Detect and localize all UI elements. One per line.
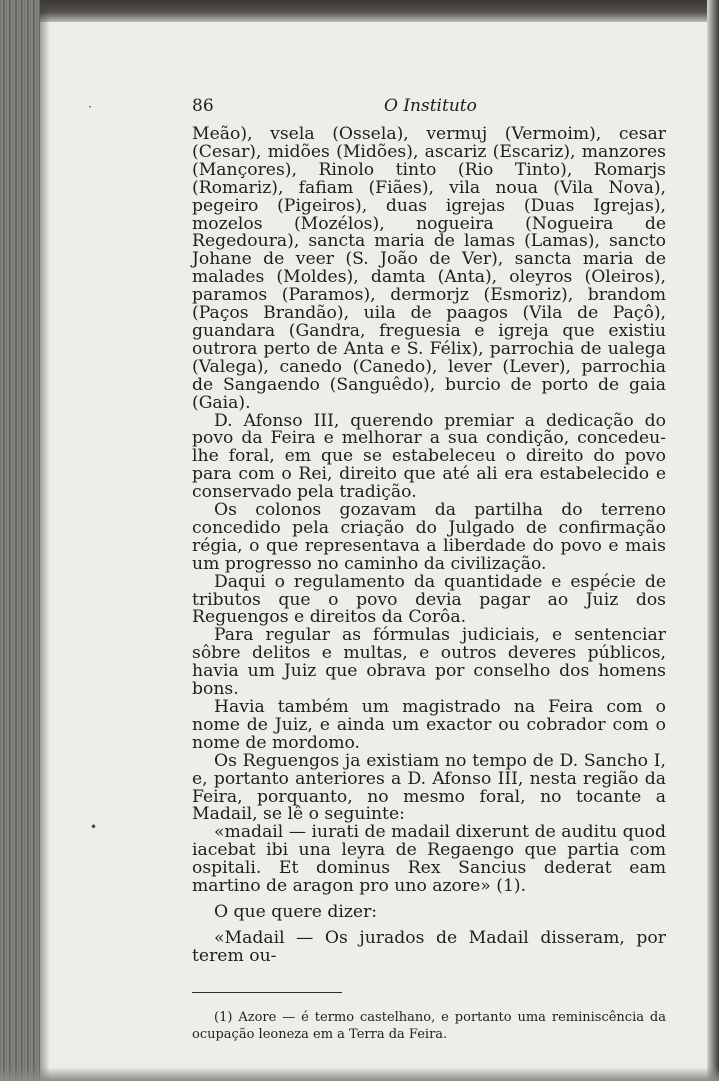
footnote-divider <box>192 992 342 993</box>
paragraph: Daqui o regulamento da quantidade e espécie de tributos que o povo devia pagar ao Juiz dos Reguengos e direitos da Corôa. <box>192 571 666 628</box>
paragraph: Havia também um magistrado na Feira com o nome de Juiz, e ainda um exactor ou cobrador com o nome de mordomo. <box>192 697 666 753</box>
right-page-edge <box>707 0 719 1081</box>
paragraph: D. Afonso III, querendo premiar a dedicação do povo da Feira e melhorar a sua condição, concedeu-lhe foral, em que se estabeleceu o direito do povo para com o Rei, direito que até ali era estabelecido e conservado pela tradição. <box>192 410 666 503</box>
paragraph: Para regular as fórmulas judiciais, e sentenciar sôbre delitos e multas, e outros deveres públicos, havia um Juiz que obrava por conselho dos homens bons. <box>192 625 666 700</box>
running-title: O Instituto <box>384 96 477 116</box>
latin-quotation: «madail — iurati de madail dixerunt de auditu quod iacebat ibi una leyra de Regaengo que partia com ospitali. Et dominus Rex Sancius dederat eam martino de aragon pro uno azore» (1). <box>192 822 666 897</box>
page-number: 86 <box>192 96 214 116</box>
footnote: (1) Azore — é termo castelhano, e portanto uma reminiscência da ocupação leoneza em a Terra da Feira. <box>192 1009 666 1042</box>
margin-speck: • <box>90 820 98 834</box>
paragraph: Meão), vsela (Ossela), vermuj (Vermoim), cesar (Cesar), midões (Midões), ascariz (Escariz), manzores (Mançores), Rinolo tinto (Rio Tinto), Romarjs (Romariz), fafiam (Fiães), vila noua (Vila Nova), pegeiro (Pigeiros), duas igrejas (Duas Igrejas), mozelos (Mozélos), nogueira (Nogueira de Regedoura), sancta maria de lamas (Lamas), sancto Johane de veer (S. João de Ver), sancta maria de malades (Moldes), damta (Anta), oleyros (Oleiros), paramos (Paramos), dermorjz (Esmoriz), brandom (Paços Brandão), uila de paagos (Vila de Paçô), guandara (Gandra, freguesia e igreja que existiu outrora perto de Anta e S. Félix), parrochia de ualega (Valega), canedo (Canedo), lever (Lever), parrochia de Sangaendo (Sanguêdo), burcio de porto de gaia (Gaia). <box>192 124 666 413</box>
body-text <box>192 126 666 966</box>
page-content <box>192 96 666 1056</box>
margin-speck: · <box>88 100 92 114</box>
translation-quotation: «Madail — Os jurados de Madail disseram, por terem ou- <box>192 927 666 966</box>
paragraph: Os Reguengos ja existiam no tempo de D. Sancho I, e, portanto anteriores a D. Afonso III, nesta região da Feira, porquanto, no mesmo foral, no tocante a Madail, se lê o seguinte: <box>192 750 666 825</box>
spine-shadow <box>40 0 50 1081</box>
book-spine-edge <box>0 0 40 1081</box>
running-head <box>192 96 666 126</box>
bottom-page-edge <box>0 1067 719 1081</box>
paragraph: Os colonos gozavam da partilha do terreno concedido pela criação do Julgado de confirmação régia, o que representava a liberdade do povo e mais um progresso no caminho da civilização. <box>192 500 666 574</box>
top-page-edge <box>0 0 719 22</box>
paragraph: O que quere dizer: <box>214 901 378 922</box>
